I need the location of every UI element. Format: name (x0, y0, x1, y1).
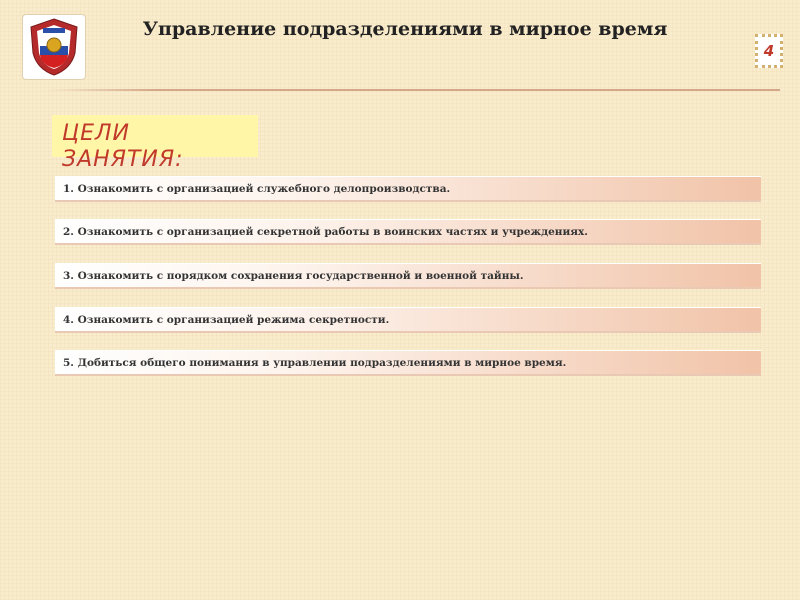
goal-item-4: 4. Ознакомить с организацией режима секретности. (55, 307, 761, 333)
goals-heading: ЦЕЛИ ЗАНЯТИЯ: (62, 121, 184, 172)
goal-item-5: 5. Добиться общего понимания в управлении подразделениями в мирное время. (55, 350, 761, 376)
goal-item-1: 1. Ознакомить с организацией служебного делопроизводства. (55, 176, 761, 202)
page-number-badge (755, 34, 783, 68)
goal-item-3: 3. Ознакомить с порядком сохранения государственной и военной тайны. (55, 263, 761, 289)
institution-emblem-logo (22, 14, 86, 80)
page-number: 4 (763, 42, 775, 60)
goal-item-2: 2. Ознакомить с организацией секретной работы в воинских частях и учреждениях. (55, 219, 761, 245)
title-divider (45, 89, 780, 91)
slide-title: Управление подразделениями в мирное время (142, 18, 668, 40)
goals-heading-box (52, 115, 258, 172)
